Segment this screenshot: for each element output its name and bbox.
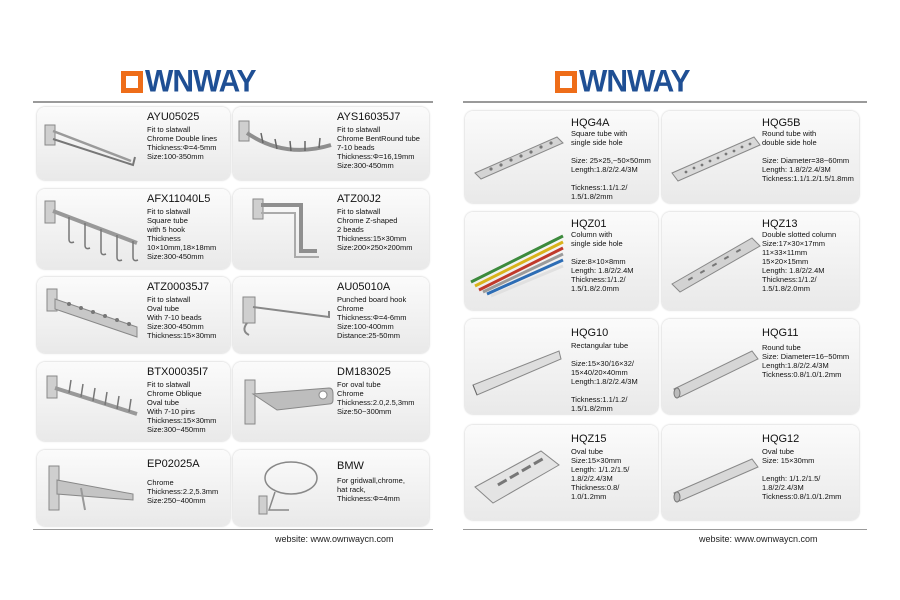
- product-description: Chrome Thickness:2.2,5.3mm Size:250~400mm: [147, 478, 219, 505]
- product-description: Fit to slatwall Chrome BentRound tube 7-10 beads Thickness:Φ=16,19mm Size:300-450mm: [337, 125, 420, 170]
- footer-rule: [33, 529, 433, 530]
- double-slotted-column-picture: [666, 226, 762, 296]
- square-tube-five-hook-picture: [39, 195, 143, 265]
- z-shaped-bracket-picture: [239, 193, 335, 265]
- product-description: Punched board hook Chrome Thickness:Φ=4-6mm Size:100-400mm Distance:25-50mm: [337, 295, 407, 340]
- hat-rack-ring-picture: [239, 456, 339, 522]
- product-description: For gridwall,chrome, hat rack, Thickness:Φ=4mm: [337, 476, 405, 503]
- header-rule: [33, 101, 433, 103]
- product-code: HQZ15: [571, 433, 607, 445]
- product-card[interactable]: [662, 425, 859, 520]
- product-code: AFX11040L5: [147, 193, 211, 205]
- product-code: BMW: [337, 460, 364, 472]
- product-description: Fit to slatwall Chrome Z-shaped 2 beads Thickness:15×30mm Size:200×250×200mm: [337, 207, 413, 252]
- ownway-logo: [121, 64, 256, 99]
- product-description: Fit to slatwall Chrome Oblique Oval tube With 7-10 pins Thickness:15×30mm Size:300~450mm: [147, 380, 217, 434]
- product-description: Square tube with single side hole Size: 25×25,~50×50mm Length:1.8/2/2.4/3M Tickness:1.1/1.2/ 1.5/1.8/2mm: [571, 129, 651, 201]
- logo-text: WNWAY: [145, 64, 256, 99]
- product-card[interactable]: [465, 212, 658, 310]
- product-card[interactable]: [233, 107, 429, 180]
- oval-tube-slotted-panel-picture: [469, 437, 565, 511]
- product-code: HQG5B: [762, 117, 801, 129]
- product-card[interactable]: [662, 212, 859, 310]
- logo-o-square-icon: [555, 71, 577, 93]
- product-card[interactable]: [37, 362, 230, 441]
- product-code: AYS16035J7: [337, 111, 401, 123]
- product-description: Round tube Size: Diameter=16~50mm Length:1.8/2/2.4/3M Tickness:0.8/1.0/1.2mm: [762, 343, 850, 379]
- product-code: DM183025: [337, 366, 391, 378]
- product-card[interactable]: [37, 450, 230, 526]
- oblique-oval-tube-pins-picture: [41, 368, 141, 438]
- website-footer: website: www.ownwaycn.com: [699, 534, 818, 544]
- product-description: Round tube with double side hole Size: Diameter=38~60mm Length: 1.8/2/2.4/3M Tickness:1.1/1.2/1.5/1.8mm: [762, 129, 854, 183]
- product-code: AYU05025: [147, 111, 200, 123]
- product-code: HQG4A: [571, 117, 610, 129]
- sloped-shelf-bracket-picture: [41, 458, 141, 520]
- oval-tube-bracket-picture: [237, 370, 337, 434]
- square-tube-single-hole-picture: [469, 127, 565, 187]
- product-code: BTX00035I7: [147, 366, 209, 378]
- product-code: HQG10: [571, 327, 609, 339]
- product-card[interactable]: [662, 111, 859, 203]
- website-footer: website: www.ownwaycn.com: [275, 534, 394, 544]
- product-code: AU05010A: [337, 281, 391, 293]
- product-code: HQG12: [762, 433, 800, 445]
- product-card[interactable]: [233, 450, 429, 526]
- product-code: HQG11: [762, 327, 799, 339]
- product-card[interactable]: [233, 189, 429, 269]
- product-card[interactable]: [37, 189, 230, 269]
- colored-columns-picture: [467, 222, 567, 302]
- product-card[interactable]: [465, 111, 658, 203]
- product-description: Oval tube Size:15×30mm Length: 1/1.2/1.5/ 1.8/2/2.4/3M Thickness:0.8/ 1.0/1.2mm: [571, 447, 630, 501]
- product-description: Rectangular tube Size:15×30/16×32/ 15×40/20×40mm Length:1.8/2/2.4/3M Tickness:1.1/1.2/ 1.5/1.8/2mm: [571, 341, 638, 413]
- product-card[interactable]: [37, 277, 230, 353]
- footer-rule: [463, 529, 867, 530]
- rectangular-tube-picture: [469, 333, 565, 403]
- slatwall-double-hook-picture: [41, 117, 137, 171]
- bent-round-tube-picture: [235, 115, 335, 171]
- oval-tube-beads-picture: [41, 283, 141, 349]
- round-tube-double-hole-picture: [666, 127, 762, 187]
- product-description: Oval tube Size: 15×30mm Length: 1/1.2/1.5/ 1.8/2/2.4/3M Tickness:0.8/1.0/1.2mm: [762, 447, 842, 501]
- product-code: ATZ00J2: [337, 193, 381, 205]
- ownway-logo: [555, 64, 690, 99]
- product-card[interactable]: [233, 362, 429, 441]
- product-card[interactable]: [662, 319, 859, 414]
- product-code: HQZ01: [571, 218, 607, 230]
- logo-text: WNWAY: [579, 64, 690, 99]
- product-description: Column with single side hole Size:8×10×8mm Length: 1.8/2/2.4M Thickness:1/1.2/ 1.5/1.8/2.0mm: [571, 230, 634, 293]
- product-description: For oval tube Chrome Thickness:2.0,2.5,3mm Size:50~300mm: [337, 380, 415, 416]
- product-description: Fit to slatwall Square tube with 5 hook Thickness 10×10mm,18×18mm Size:300-450mm: [147, 207, 217, 261]
- product-card[interactable]: [465, 425, 658, 520]
- product-card[interactable]: [233, 277, 429, 353]
- catalog-page-left: [33, 55, 433, 545]
- punched-board-hook-picture: [237, 287, 337, 343]
- product-card[interactable]: [465, 319, 658, 414]
- product-code: HQZ13: [762, 218, 798, 230]
- oval-tube-picture: [666, 439, 762, 509]
- logo-o-square-icon: [121, 71, 143, 93]
- catalog-page-right: [463, 55, 867, 545]
- product-code: ATZ00035J7: [147, 281, 210, 293]
- product-code: EP02025A: [147, 458, 200, 470]
- product-card[interactable]: [37, 107, 230, 180]
- product-description: Fit to slatwall Oval tube With 7-10 beads Size:300-450mm Thickness:15×30mm: [147, 295, 217, 340]
- product-description: Double slotted column Size:17×30×17mm 11×33×11mm 15×20×15mm Length: 1.8/2/2.4M Thickness:1/1.2/ 1.5/1.8/2.0mm: [762, 230, 837, 293]
- product-description: Fit to slatwall Chrome Double lines Thickness:Φ=4-5mm Size:100-350mm: [147, 125, 218, 161]
- round-tube-picture: [666, 333, 762, 403]
- header-rule: [463, 101, 867, 103]
